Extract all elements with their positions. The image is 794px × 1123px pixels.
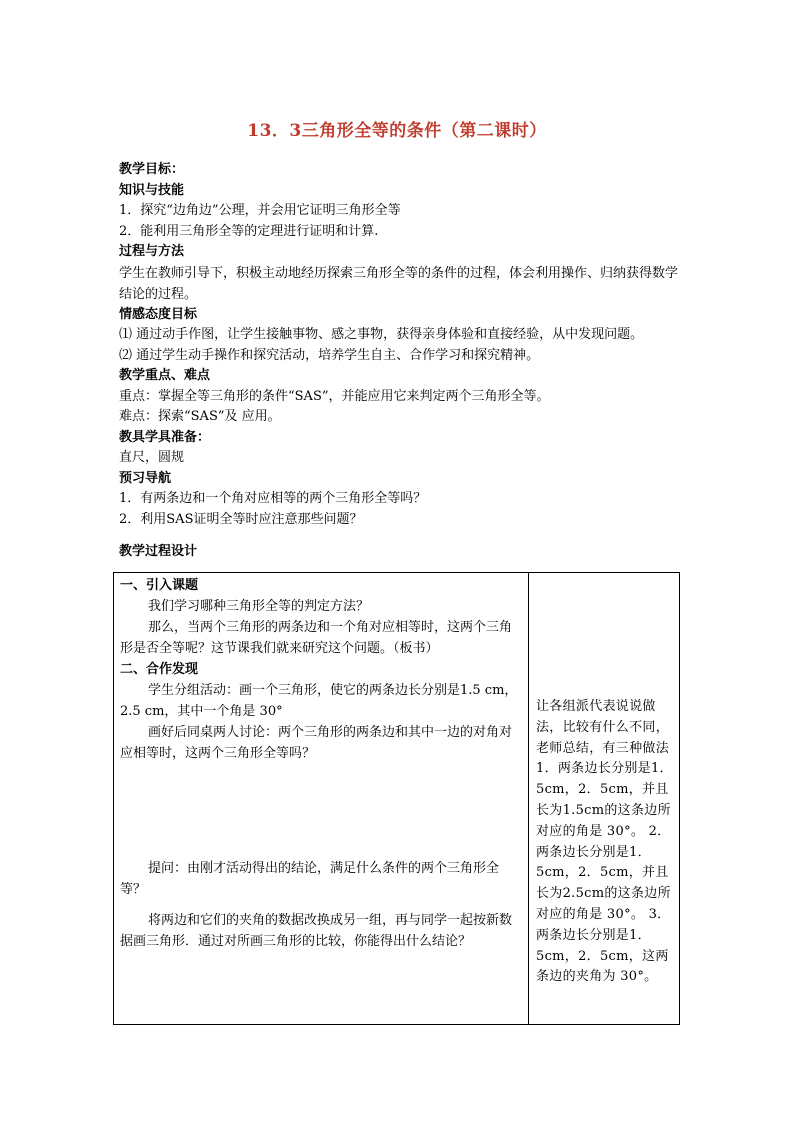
difficulty-text: 难点：探索“SAS”及 应用。 — [119, 409, 281, 424]
section-1-paragraph-1: 我们学习哪种三角形全等的判定方法？ — [148, 599, 370, 614]
teacher-notes: 让各组派代表说说做法，比较有什么不同，老师总结，有三种做法 1．两条边长分别是1．5cm，2．5cm，并且长为1.5cm的这条边所对应的角是 30°。 2．两条边长分别是1．5cm，2．5cm，并且长为2.5cm的这条边所对应的角是 30°。 3．两条边长分别是1．5cm，2．5cm，这两条边的夹角为 30°。 — [536, 699, 673, 985]
knowledge-item-2: 2．能利用三角形全等的定理进行证明和计算. — [119, 223, 379, 239]
attitude-item-2: ⑵ 通过学生动手操作和探究活动，培养学生自主、合作学习和探究精神。 — [119, 347, 540, 363]
page-title: 13．3三角形全等的条件（第二课时） — [247, 121, 547, 141]
key-point-text: 重点：掌握全等三角形的条件“SAS”，并能应用它来判定两个三角形全等。 — [119, 388, 550, 404]
process-heading: 过程与方法 — [119, 244, 185, 259]
preview-question-1: 1．有两条边和一个角对应相等的两个三角形全等吗？ — [119, 491, 427, 506]
section-2-heading: 二、合作发现 — [120, 662, 199, 677]
section-2-paragraph-2: 画好后同桌两人讨论：两个三角形的两条边和其中一边的对角对应相等时，这两个三角形全等吗？ — [120, 725, 513, 761]
attitude-item-1: ⑴ 通过动手作图，让学生接触事物、感之事物，获得亲身体验和直接经验，从中发现问题。 — [119, 327, 644, 342]
knowledge-heading: 知识与技能 — [119, 182, 185, 198]
attitude-heading: 情感态度目标 — [119, 306, 198, 322]
process-text: 学生在教师引导下，积极主动地经历探索三角形全等的条件的过程，体会利用操作、归纳获得数学结论的过程。 — [119, 265, 679, 302]
tools-heading: 教具学具准备： — [119, 429, 211, 445]
section-1-paragraph-2: 那么，当两个三角形的两条边和一个角对应相等时，这两个三角形是否全等呢？这节课我们就来研究这个问题。（板书） — [120, 620, 513, 656]
lesson-plan-body — [119, 160, 689, 563]
key-points-heading: 教学重点、难点 — [119, 368, 211, 383]
knowledge-item-1: 1．探究“边角边”公理，并会用它证明三角形全等 — [119, 203, 401, 218]
teaching-process-table — [113, 572, 680, 1025]
section-2-paragraph-3: 提问：由刚才活动得出的结论，满足什么条件的两个三角形全等？ — [120, 861, 500, 897]
preview-question-2: 2．利用SAS证明全等时应注意那些问题？ — [119, 511, 363, 527]
column-divider — [528, 573, 529, 1024]
process-column — [120, 575, 522, 952]
section-1-heading: 一、引入课题 — [120, 578, 199, 593]
tools-text: 直尺，圆规 — [119, 450, 185, 465]
section-2-paragraph-4: 将两边和它们的夹角的数据改换成另一组，再与同学一起按新数据画三角形．通过对所画三角形的比较，你能得出什么结论？ — [120, 913, 513, 949]
notes-column — [536, 697, 678, 988]
design-heading: 教学过程设计 — [119, 544, 198, 559]
objectives-heading: 教学目标： — [119, 162, 185, 177]
preview-heading: 预习导航 — [119, 470, 172, 486]
section-2-paragraph-1: 学生分组活动：画一个三角形，使它的两条边长分别是1.5 cm，2.5 cm，其中一个角是 30° — [120, 683, 518, 719]
